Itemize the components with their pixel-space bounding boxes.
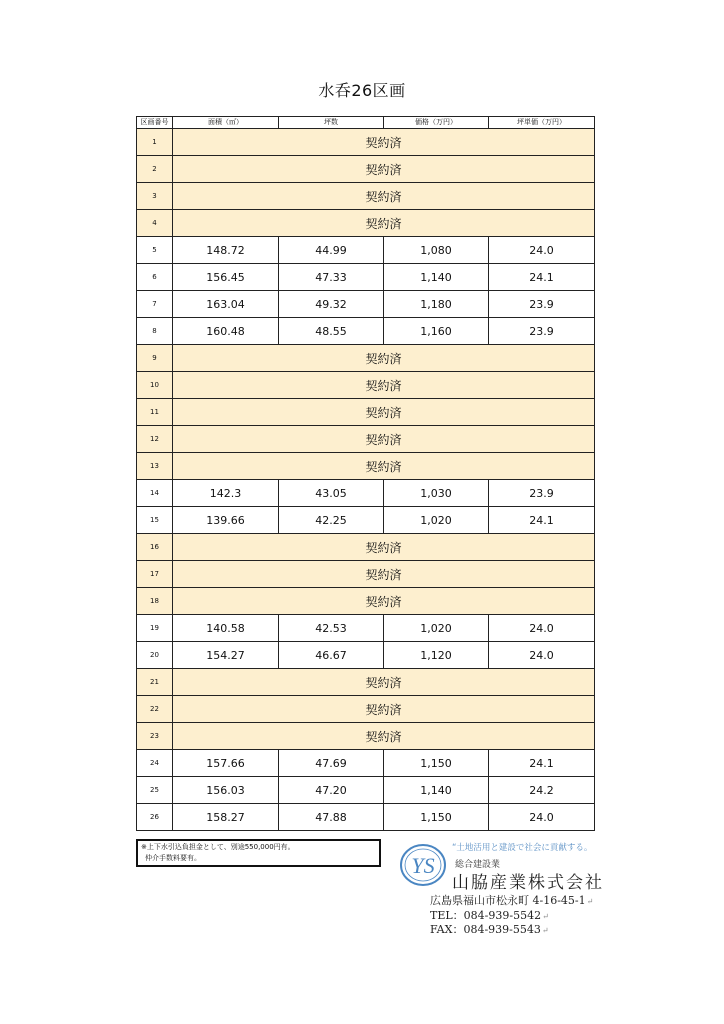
sold-status-cell: 契約済 — [173, 183, 595, 210]
table-row — [137, 507, 595, 534]
table-row-sold — [137, 696, 595, 723]
area-cell: 158.27 — [173, 804, 279, 831]
price-cell: 1,020 — [384, 507, 489, 534]
lot-number-cell: 5 — [137, 237, 173, 264]
table-row-sold — [137, 372, 595, 399]
sold-status-cell: 契約済 — [173, 426, 595, 453]
table-row-sold — [137, 453, 595, 480]
lot-number-cell: 7 — [137, 291, 173, 318]
company-slogan: “土地活用と建設で社会に貢献する。 — [452, 843, 593, 853]
sold-status-cell: 契約済 — [173, 156, 595, 183]
table-row-sold — [137, 588, 595, 615]
table-row-sold — [137, 156, 595, 183]
area-cell: 160.48 — [173, 318, 279, 345]
area-cell: 163.04 — [173, 291, 279, 318]
note-line-2: 仲介手数料要有。 — [145, 854, 201, 862]
area-cell: 139.66 — [173, 507, 279, 534]
area-cell: 154.27 — [173, 642, 279, 669]
unit-price-cell: 24.2 — [489, 777, 595, 804]
unit-price-cell: 23.9 — [489, 318, 595, 345]
table-row-sold — [137, 669, 595, 696]
lot-number-cell: 17 — [137, 561, 173, 588]
area-cell: 156.03 — [173, 777, 279, 804]
price-cell: 1,140 — [384, 777, 489, 804]
table-row — [137, 777, 595, 804]
tsubo-cell: 47.88 — [279, 804, 384, 831]
table-row-sold — [137, 210, 595, 237]
header-tsubo: 坪数 — [279, 117, 384, 129]
lot-number-cell: 26 — [137, 804, 173, 831]
table-row-sold — [137, 561, 595, 588]
price-cell: 1,030 — [384, 480, 489, 507]
lots-table-body — [137, 129, 595, 831]
sold-status-cell: 契約済 — [173, 534, 595, 561]
lot-number-cell: 15 — [137, 507, 173, 534]
price-cell: 1,080 — [384, 237, 489, 264]
lot-number-cell: 12 — [137, 426, 173, 453]
area-cell: 156.45 — [173, 264, 279, 291]
lot-number-cell: 9 — [137, 345, 173, 372]
return-mark: ↵ — [586, 897, 594, 906]
tsubo-cell: 44.99 — [279, 237, 384, 264]
tsubo-cell: 48.55 — [279, 318, 384, 345]
area-cell: 157.66 — [173, 750, 279, 777]
tsubo-cell: 47.20 — [279, 777, 384, 804]
company-address — [430, 892, 593, 908]
note-box — [136, 839, 381, 867]
sold-status-cell: 契約済 — [173, 669, 595, 696]
lot-number-cell: 3 — [137, 183, 173, 210]
table-row-sold — [137, 183, 595, 210]
tsubo-cell: 49.32 — [279, 291, 384, 318]
header-unit-price: 坪単価（万円） — [489, 117, 595, 129]
lot-number-cell: 18 — [137, 588, 173, 615]
lot-number-cell: 11 — [137, 399, 173, 426]
company-type: 総合建設業 — [455, 860, 501, 870]
fax-text: FAX：084-939-5543 — [430, 923, 541, 936]
table-row — [137, 264, 595, 291]
price-cell: 1,120 — [384, 642, 489, 669]
table-row — [137, 750, 595, 777]
price-cell: 1,020 — [384, 615, 489, 642]
table-row-sold — [137, 345, 595, 372]
lot-number-cell: 16 — [137, 534, 173, 561]
lot-number-cell: 6 — [137, 264, 173, 291]
table-row — [137, 480, 595, 507]
tsubo-cell: 43.05 — [279, 480, 384, 507]
company-logo — [398, 842, 448, 888]
lot-number-cell: 19 — [137, 615, 173, 642]
lot-number-cell: 21 — [137, 669, 173, 696]
sold-status-cell: 契約済 — [173, 588, 595, 615]
tsubo-cell: 47.69 — [279, 750, 384, 777]
lot-number-cell: 10 — [137, 372, 173, 399]
sold-status-cell: 契約済 — [173, 372, 595, 399]
sold-status-cell: 契約済 — [173, 129, 595, 156]
sold-status-cell: 契約済 — [173, 696, 595, 723]
page-title: 水呑26区画 — [318, 81, 406, 100]
unit-price-cell: 24.0 — [489, 642, 595, 669]
sold-status-cell: 契約済 — [173, 210, 595, 237]
table-row — [137, 615, 595, 642]
lot-number-cell: 4 — [137, 210, 173, 237]
table-row-sold — [137, 426, 595, 453]
header-area: 面積（㎡） — [173, 117, 279, 129]
lot-number-cell: 23 — [137, 723, 173, 750]
sold-status-cell: 契約済 — [173, 561, 595, 588]
price-cell: 1,140 — [384, 264, 489, 291]
table-row — [137, 804, 595, 831]
company-name: 山脇産業株式会社 — [452, 873, 604, 893]
unit-price-cell: 24.0 — [489, 804, 595, 831]
tsubo-cell: 46.67 — [279, 642, 384, 669]
lot-number-cell: 24 — [137, 750, 173, 777]
unit-price-cell: 24.1 — [489, 264, 595, 291]
tel-text: TEL：084-939-5542 — [430, 909, 542, 922]
tsubo-cell: 47.33 — [279, 264, 384, 291]
lot-number-cell: 14 — [137, 480, 173, 507]
sold-status-cell: 契約済 — [173, 345, 595, 372]
lot-number-cell: 20 — [137, 642, 173, 669]
note-line-1: ※上下水引込負担金として、別途550,000円有。 — [141, 843, 295, 851]
table-row-sold — [137, 129, 595, 156]
table-row-sold — [137, 534, 595, 561]
lot-number-cell: 1 — [137, 129, 173, 156]
table-row — [137, 642, 595, 669]
table-row — [137, 291, 595, 318]
lot-number-cell: 8 — [137, 318, 173, 345]
area-cell: 142.3 — [173, 480, 279, 507]
unit-price-cell: 23.9 — [489, 480, 595, 507]
unit-price-cell: 24.1 — [489, 507, 595, 534]
sold-status-cell: 契約済 — [173, 399, 595, 426]
price-cell: 1,150 — [384, 804, 489, 831]
lot-number-cell: 25 — [137, 777, 173, 804]
sold-status-cell: 契約済 — [173, 723, 595, 750]
lot-number-cell: 22 — [137, 696, 173, 723]
price-cell: 1,160 — [384, 318, 489, 345]
table-header-row — [137, 117, 595, 129]
table-row — [137, 318, 595, 345]
price-cell: 1,180 — [384, 291, 489, 318]
address-text: 広島県福山市松永町 4-16-45-1 — [430, 894, 586, 907]
price-cell: 1,150 — [384, 750, 489, 777]
lot-number-cell: 13 — [137, 453, 173, 480]
lot-number-cell: 2 — [137, 156, 173, 183]
lots-table — [136, 116, 595, 831]
unit-price-cell: 24.0 — [489, 615, 595, 642]
unit-price-cell: 23.9 — [489, 291, 595, 318]
table-row-sold — [137, 723, 595, 750]
header-price: 価格（万円） — [384, 117, 489, 129]
tsubo-cell: 42.25 — [279, 507, 384, 534]
table-row — [137, 237, 595, 264]
sold-status-cell: 契約済 — [173, 453, 595, 480]
unit-price-cell: 24.1 — [489, 750, 595, 777]
logo-lettering: YS — [411, 853, 435, 878]
table-row-sold — [137, 399, 595, 426]
area-cell: 140.58 — [173, 615, 279, 642]
area-cell: 148.72 — [173, 237, 279, 264]
header-lot-number: 区画番号 — [137, 117, 173, 129]
return-mark: ↵ — [541, 926, 549, 935]
tsubo-cell: 42.53 — [279, 615, 384, 642]
unit-price-cell: 24.0 — [489, 237, 595, 264]
company-fax — [430, 921, 549, 937]
return-mark: ↵ — [542, 912, 549, 921]
